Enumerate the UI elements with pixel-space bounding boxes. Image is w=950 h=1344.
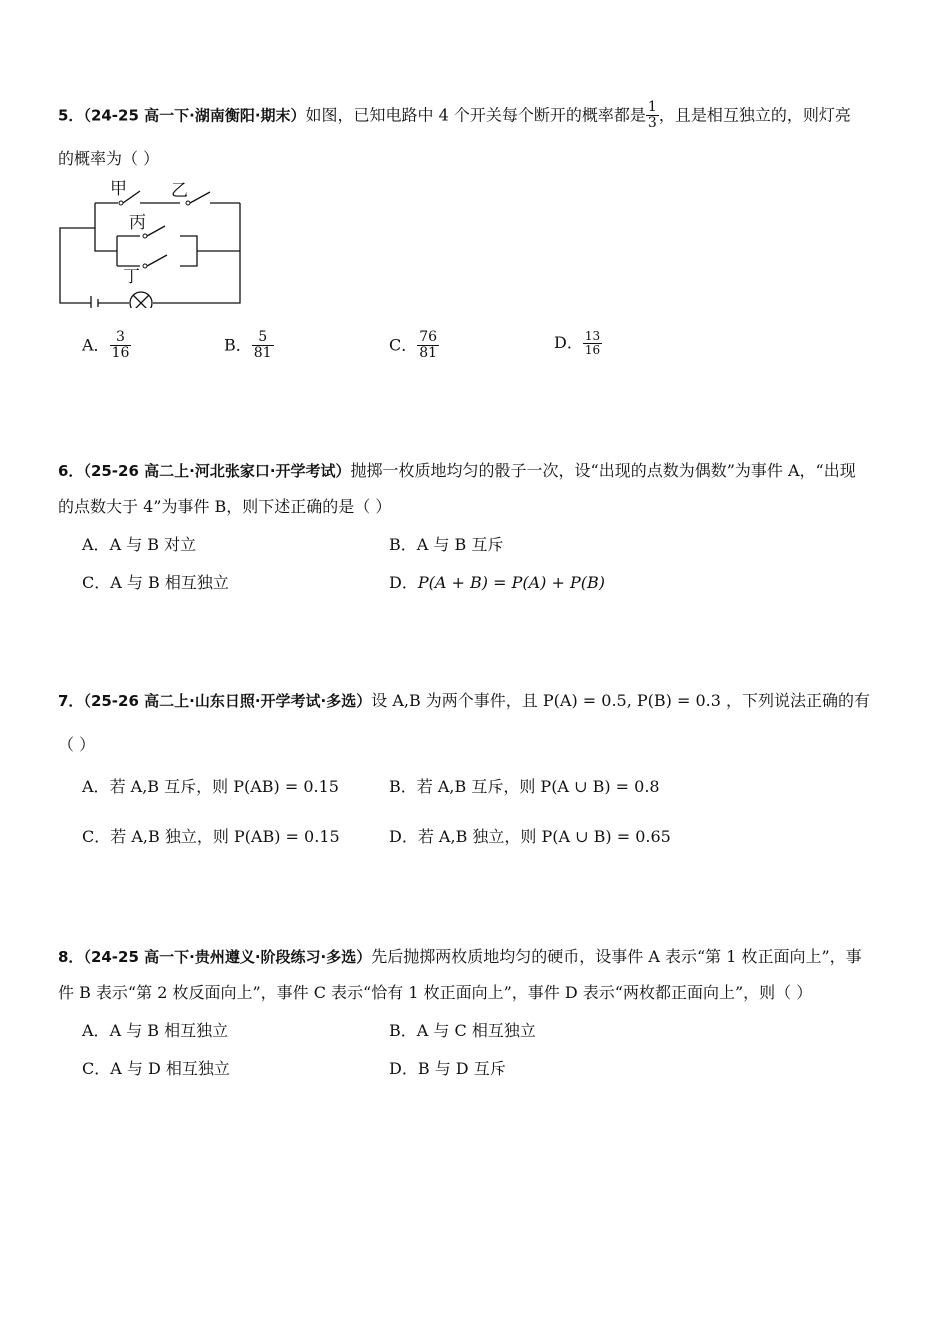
q7-line1	[58, 688, 870, 711]
q5-text-b: ，且是相互独立的，则灯亮	[658, 105, 851, 125]
q5-option-c[interactable]	[389, 330, 439, 362]
q8-option-c-letter: C．	[82, 1059, 111, 1078]
switch-label-jia: 甲	[110, 179, 127, 199]
switch-label-ding: 丁	[123, 267, 140, 287]
q5-option-a-den: 16	[111, 345, 130, 362]
q5-option-b[interactable]	[224, 330, 274, 362]
q7-option-a-letter: A．	[82, 777, 110, 796]
q5-option-b-num: 5	[252, 330, 274, 346]
q6-option-c-text: A 与 B 相互独立	[110, 573, 229, 592]
q7-option-b[interactable]	[389, 774, 660, 797]
q5-option-d-frac	[583, 330, 602, 357]
q5-option-a-letter: A．	[82, 335, 110, 355]
q6-source: （25-26 高二上·河北张家口·开学考试）	[83, 462, 351, 480]
q7-option-d-text: 若 A,B 独立，则 P(A ∪ B) = 0.65	[417, 827, 671, 846]
q5-source: （24-25 高一下·湖南衡阳·期末）	[83, 106, 306, 125]
q5-option-c-den: 81	[419, 345, 438, 362]
q5-option-b-frac	[252, 330, 274, 362]
q8-option-c-text: A 与 D 相互独立	[110, 1059, 230, 1078]
q6-option-d-text: P(A + B) = P(A) + P(B)	[417, 573, 605, 592]
q6-option-a-letter: A．	[82, 535, 110, 554]
q6-text-1: 抛掷一枚质地均匀的骰子一次，设“出现的点数为偶数”为事件 A，“出现	[350, 461, 856, 480]
q8-option-b[interactable]	[389, 1018, 536, 1041]
q8-number: 8．	[58, 948, 84, 966]
q5-option-b-den: 81	[253, 345, 272, 362]
q5-option-d-num: 13	[584, 329, 601, 343]
q8-option-d-text: B 与 D 互斥	[417, 1059, 506, 1078]
q6-number: 6．	[58, 462, 84, 480]
q5-line1	[58, 100, 851, 132]
q8-option-c[interactable]	[82, 1056, 230, 1079]
q7-option-d[interactable]	[389, 824, 671, 847]
q7-option-c-letter: C．	[82, 827, 111, 846]
q8-option-d[interactable]	[389, 1056, 506, 1079]
q5-text-c: 的概率为（ ）	[58, 149, 160, 168]
q5-option-d[interactable]	[554, 330, 602, 357]
q7-text-2: （ ）	[58, 735, 96, 754]
q6-option-c[interactable]	[82, 570, 229, 593]
circuit-diagram	[55, 178, 250, 308]
q5-number: 5．	[58, 106, 84, 125]
q5-frac-den: 3	[647, 115, 657, 132]
q7-option-c-text: 若 A,B 独立，则 P(AB) = 0.15	[110, 827, 340, 846]
q8-text-2: 件 B 表示“第 2 枚反面向上”，事件 C 表示“恰有 1 枚正面向上”，事件 D 表示“两枚都正面向上”，则（ ）	[58, 983, 813, 1002]
q5-option-d-den: 16	[584, 343, 601, 358]
q6-line1	[58, 458, 856, 481]
q5-option-c-frac	[417, 330, 439, 362]
q6-option-d[interactable]	[389, 570, 605, 593]
q7-option-a-text: 若 A,B 互斥，则 P(AB) = 0.15	[109, 777, 339, 796]
q7-option-b-letter: B．	[389, 777, 417, 796]
q6-option-a-text: A 与 B 对立	[109, 535, 197, 554]
q8-text-1: 先后抛掷两枚质地均匀的硬币，设事件 A 表示“第 1 枚正面向上”，事	[371, 947, 862, 966]
q8-source: （24-25 高一下·贵州遵义·阶段练习·多选）	[83, 948, 372, 966]
q6-option-b-letter: B．	[389, 535, 417, 554]
q5-option-a-num: 3	[110, 330, 132, 346]
q7-source: （25-26 高二上·山东日照·开学考试·多选）	[83, 692, 372, 710]
q5-option-b-letter: B．	[224, 335, 252, 355]
q8-option-b-letter: B．	[389, 1021, 417, 1040]
q7-text-1: 设 A,B 为两个事件，且 P(A) = 0.5, P(B) = 0.3 ，下列说法正确的有	[371, 691, 871, 710]
q6-option-d-letter: D．	[389, 573, 418, 592]
q8-option-a[interactable]	[82, 1018, 228, 1041]
q5-option-c-letter: C．	[389, 335, 418, 355]
q8-option-d-letter: D．	[389, 1059, 418, 1078]
q8-line1	[58, 944, 862, 967]
switch-label-yi: 乙	[171, 181, 188, 201]
q7-option-d-letter: D．	[389, 827, 418, 846]
q7-option-a[interactable]	[82, 774, 339, 797]
q5-fraction	[646, 100, 659, 132]
q5-frac-num: 1	[647, 99, 657, 115]
q6-option-b[interactable]	[389, 532, 503, 555]
q7-number: 7．	[58, 692, 84, 710]
q6-option-b-text: A 与 B 互斥	[416, 535, 504, 554]
switch-label-bing: 丙	[129, 213, 146, 233]
q5-text-a: 如图，已知电路中 4 个开关每个断开的概率都是	[305, 105, 646, 125]
q6-option-c-letter: C．	[82, 573, 111, 592]
q6-option-a[interactable]	[82, 532, 196, 555]
q6-text-2: 的点数大于 4”为事件 B，则下述正确的是（ ）	[58, 497, 392, 516]
q5-option-c-num: 76	[419, 329, 438, 345]
q8-option-a-letter: A．	[82, 1021, 110, 1040]
q5-option-a-frac	[110, 330, 132, 362]
q7-option-c[interactable]	[82, 824, 340, 847]
q7-option-b-text: 若 A,B 互斥，则 P(A ∪ B) = 0.8	[416, 777, 660, 796]
q5-option-d-letter: D．	[554, 333, 583, 353]
q5-option-a[interactable]	[82, 330, 131, 362]
q8-option-b-text: A 与 C 相互独立	[416, 1021, 536, 1040]
q8-option-a-text: A 与 B 相互独立	[109, 1021, 229, 1040]
